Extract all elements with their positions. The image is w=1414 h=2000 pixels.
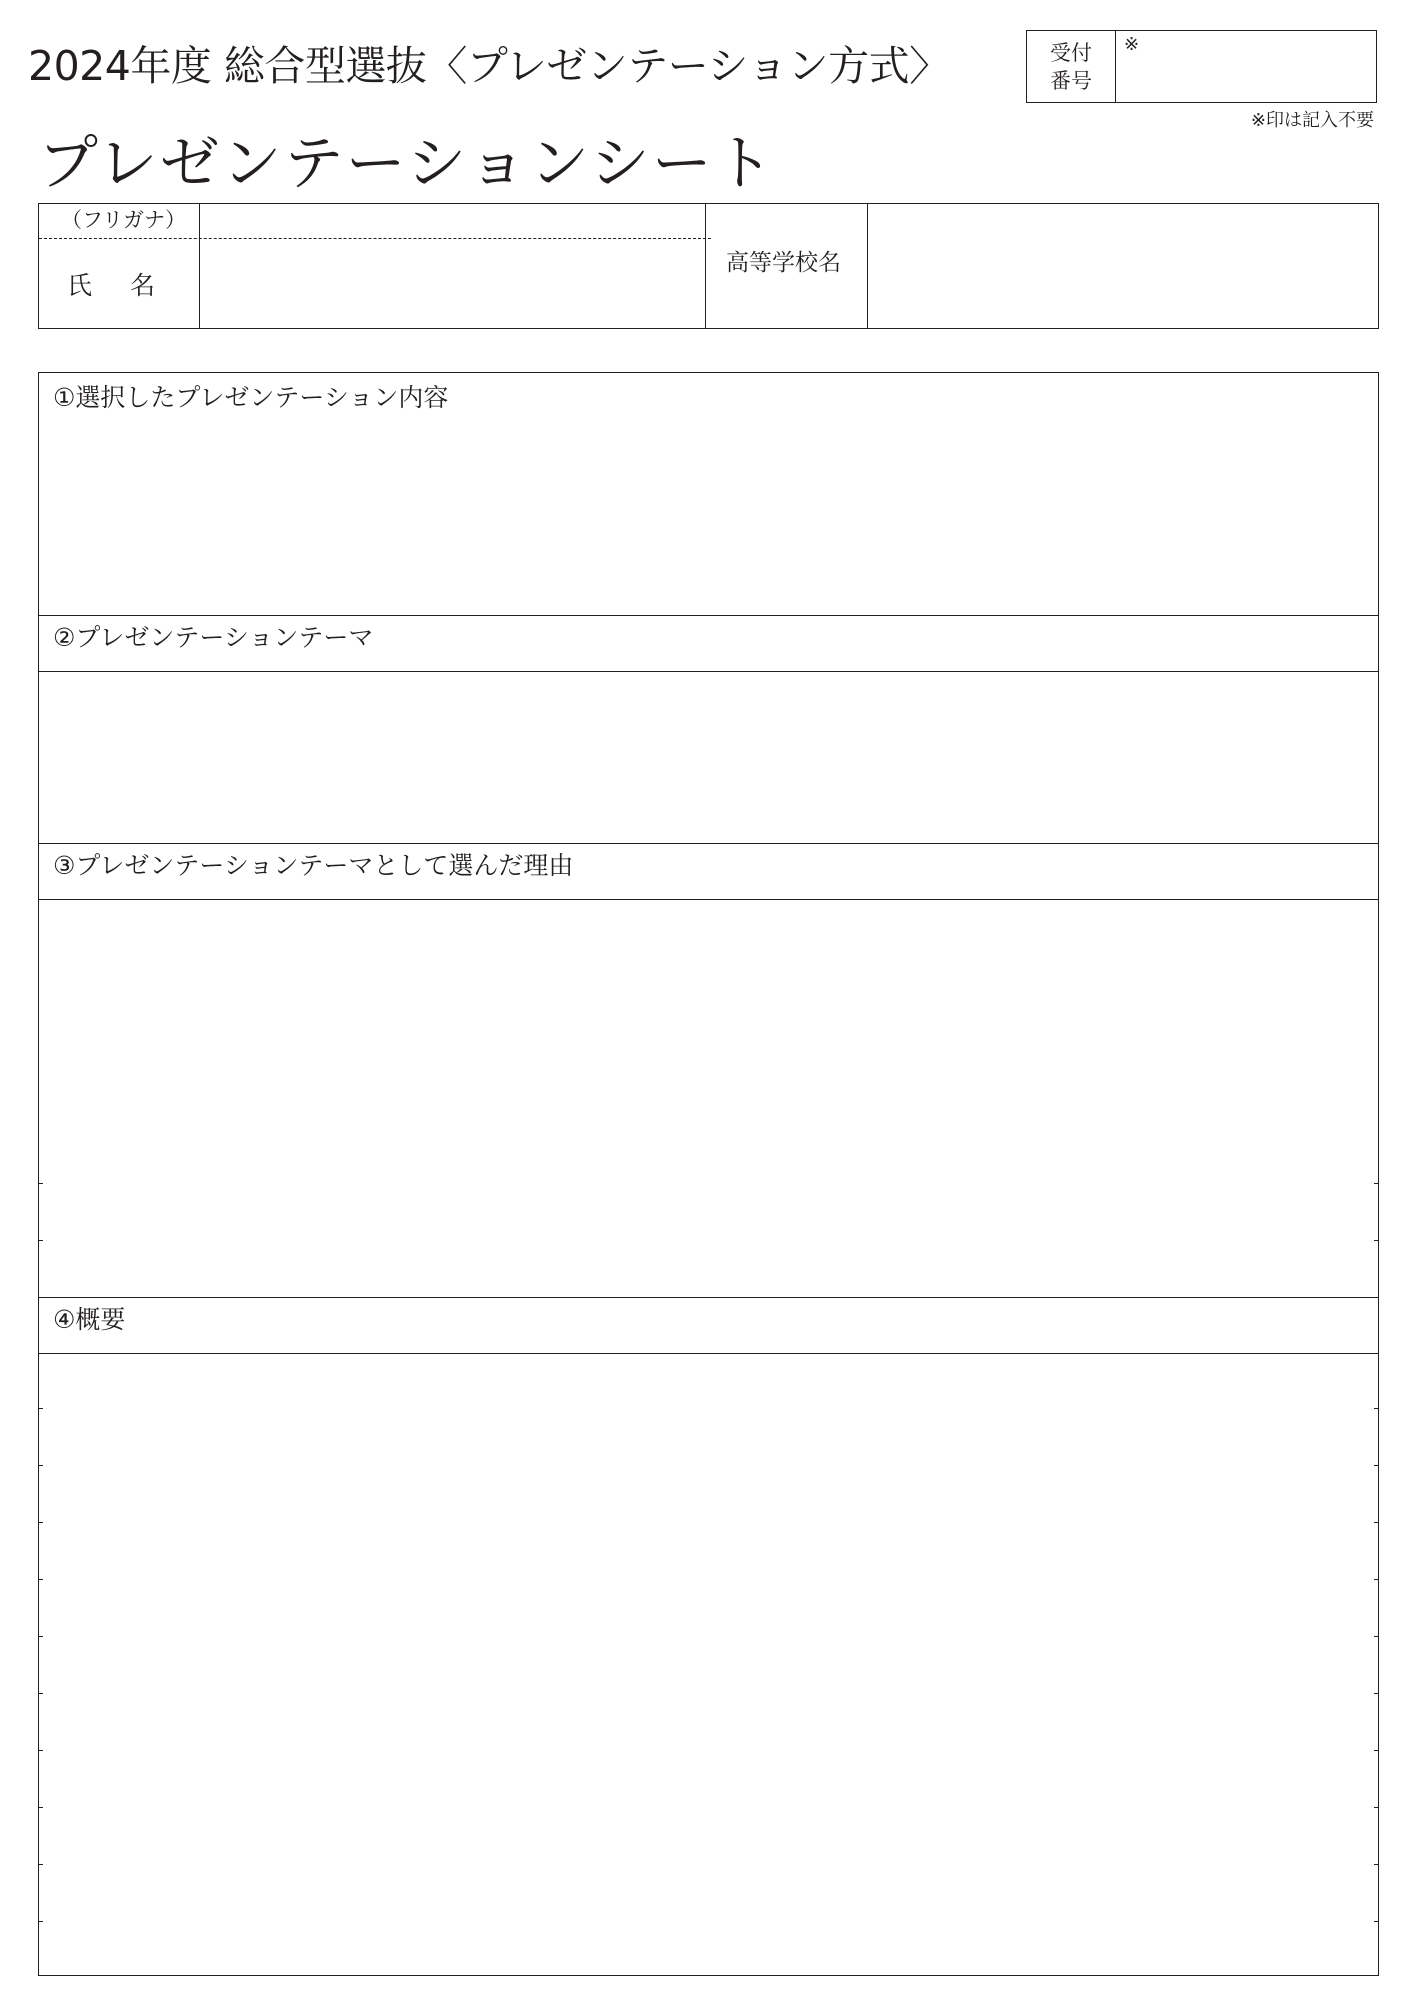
receipt-label-line2: 番号 <box>1050 68 1092 93</box>
line-tick <box>1374 1750 1378 1751</box>
line-tick <box>39 1636 43 1637</box>
receipt-office-use-mark: ※ <box>1124 34 1140 55</box>
furigana-input[interactable] <box>209 206 703 238</box>
section-4-answer[interactable] <box>49 1357 1368 1971</box>
section-divider <box>39 899 1378 900</box>
column-divider <box>867 204 868 328</box>
section-1-answer[interactable] <box>49 419 1368 611</box>
line-tick <box>39 1807 43 1808</box>
line-tick <box>1374 1807 1378 1808</box>
line-tick <box>39 1864 43 1865</box>
line-tick <box>1374 1465 1378 1466</box>
school-name-label: 高等学校名 <box>726 250 841 276</box>
section-3-answer[interactable] <box>49 903 1368 1295</box>
line-tick <box>39 1921 43 1922</box>
column-divider <box>199 204 200 328</box>
school-name-input[interactable] <box>875 208 1375 324</box>
furigana-divider <box>39 238 711 239</box>
line-tick <box>39 1183 43 1184</box>
line-tick <box>39 1465 43 1466</box>
line-tick <box>39 1408 43 1409</box>
receipt-number-value <box>1116 31 1376 102</box>
line-tick <box>1374 1522 1378 1523</box>
line-tick <box>1374 1636 1378 1637</box>
line-tick <box>1374 1693 1378 1694</box>
line-tick <box>1374 1579 1378 1580</box>
section-3-label: ③プレゼンテーションテーマとして選んだ理由 <box>53 851 574 880</box>
sheet-title: プレゼンテーションシート <box>38 129 776 199</box>
line-tick <box>1374 1864 1378 1865</box>
document-title: 2024年度 総合型選抜〈プレゼンテーション方式〉 <box>28 42 950 90</box>
section-divider <box>39 615 1378 616</box>
section-2-answer[interactable] <box>49 675 1368 841</box>
section-2-label: ②プレゼンテーションテーマ <box>53 623 374 652</box>
line-tick <box>39 1693 43 1694</box>
receipt-number-label <box>1027 31 1116 102</box>
column-divider <box>705 204 706 328</box>
line-tick <box>39 1750 43 1751</box>
name-input[interactable] <box>209 248 703 324</box>
applicant-info-table <box>38 203 1379 329</box>
line-tick <box>39 1579 43 1580</box>
section-1-label: ①選択したプレゼンテーション内容 <box>53 383 449 412</box>
furigana-label: （フリガナ） <box>61 208 186 232</box>
line-tick <box>1374 1921 1378 1922</box>
section-divider <box>39 1297 1378 1298</box>
line-tick <box>1374 1240 1378 1241</box>
receipt-label-line1: 受付 <box>1050 40 1092 65</box>
line-tick <box>39 1240 43 1241</box>
line-tick <box>39 1522 43 1523</box>
office-use-note: ※印は記入不要 <box>1250 110 1374 131</box>
section-divider <box>39 843 1378 844</box>
receipt-number-box <box>1026 30 1377 103</box>
section-4-label: ④概要 <box>53 1305 126 1334</box>
section-divider <box>39 671 1378 672</box>
section-divider <box>39 1353 1378 1354</box>
name-label: 氏名 <box>67 271 194 300</box>
line-tick <box>1374 1183 1378 1184</box>
line-tick <box>1374 1408 1378 1409</box>
presentation-form <box>38 372 1379 1976</box>
